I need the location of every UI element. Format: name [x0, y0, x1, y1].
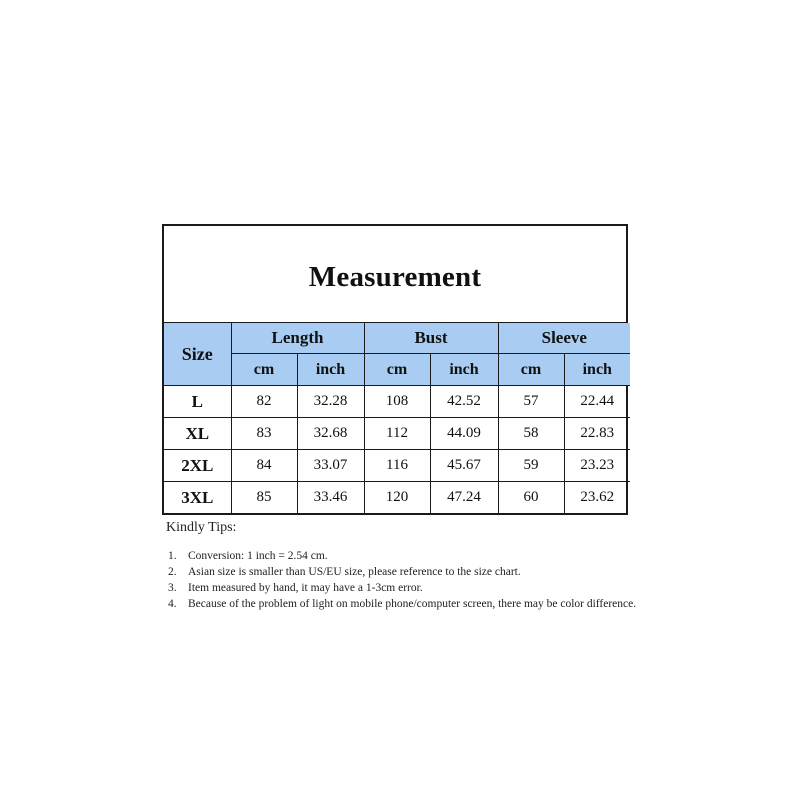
unit-header: cm — [364, 354, 430, 386]
tips-section — [166, 520, 646, 612]
table-cell: 22.44 — [564, 386, 630, 418]
tips-title: Kindly Tips: — [166, 520, 237, 535]
table-cell: 57 — [498, 386, 564, 418]
table-cell: 83 — [231, 418, 297, 450]
table-cell: 82 — [231, 386, 297, 418]
table-row — [164, 418, 630, 450]
tip-number: 3. — [168, 582, 177, 594]
size-cell: 3XL — [164, 482, 231, 514]
table-cell: 112 — [364, 418, 430, 450]
tip-text: Asian size is smaller than US/EU size, please reference to the size chart. — [188, 566, 521, 578]
size-cell: XL — [164, 418, 231, 450]
list-item — [166, 580, 646, 596]
table-cell: 120 — [364, 482, 430, 514]
table-cell: 116 — [364, 450, 430, 482]
table-cell: 108 — [364, 386, 430, 418]
chart-title: Measurement — [308, 260, 482, 293]
bust-header: Bust — [364, 323, 498, 354]
table-cell: 32.28 — [297, 386, 364, 418]
table-row — [164, 386, 630, 418]
tip-text: Conversion: 1 inch = 2.54 cm. — [188, 550, 328, 562]
table-cell: 44.09 — [430, 418, 498, 450]
table-cell: 60 — [498, 482, 564, 514]
table-cell: 22.83 — [564, 418, 630, 450]
table-cell: 59 — [498, 450, 564, 482]
tip-text: Because of the problem of light on mobile phone/computer screen, there may be color difference. — [188, 598, 637, 610]
list-item — [166, 596, 646, 612]
table-row — [164, 450, 630, 482]
tip-number: 1. — [168, 550, 177, 562]
table-cell: 45.67 — [430, 450, 498, 482]
table-row — [164, 482, 630, 514]
size-chart — [162, 224, 628, 515]
list-item — [166, 548, 646, 564]
size-table — [164, 323, 630, 513]
table-cell: 42.52 — [430, 386, 498, 418]
list-item — [166, 564, 646, 580]
sleeve-header: Sleeve — [498, 323, 630, 354]
tip-text: Item measured by hand, it may have a 1-3cm error. — [188, 582, 423, 594]
size-cell: L — [164, 386, 231, 418]
table-cell: 84 — [231, 450, 297, 482]
table-cell: 32.68 — [297, 418, 364, 450]
size-cell: 2XL — [164, 450, 231, 482]
length-header: Length — [231, 323, 364, 354]
title-box — [164, 226, 626, 323]
unit-header: cm — [498, 354, 564, 386]
unit-header: cm — [231, 354, 297, 386]
size-header: Size — [164, 323, 231, 386]
tips-list — [166, 548, 646, 612]
table-cell: 33.07 — [297, 450, 364, 482]
unit-header: inch — [430, 354, 498, 386]
table-cell: 23.62 — [564, 482, 630, 514]
table-cell: 47.24 — [430, 482, 498, 514]
table-cell: 58 — [498, 418, 564, 450]
unit-header: inch — [297, 354, 364, 386]
tip-number: 2. — [168, 566, 177, 578]
table-cell: 33.46 — [297, 482, 364, 514]
table-cell: 85 — [231, 482, 297, 514]
table-cell: 23.23 — [564, 450, 630, 482]
unit-header: inch — [564, 354, 630, 386]
tip-number: 4. — [168, 598, 177, 610]
